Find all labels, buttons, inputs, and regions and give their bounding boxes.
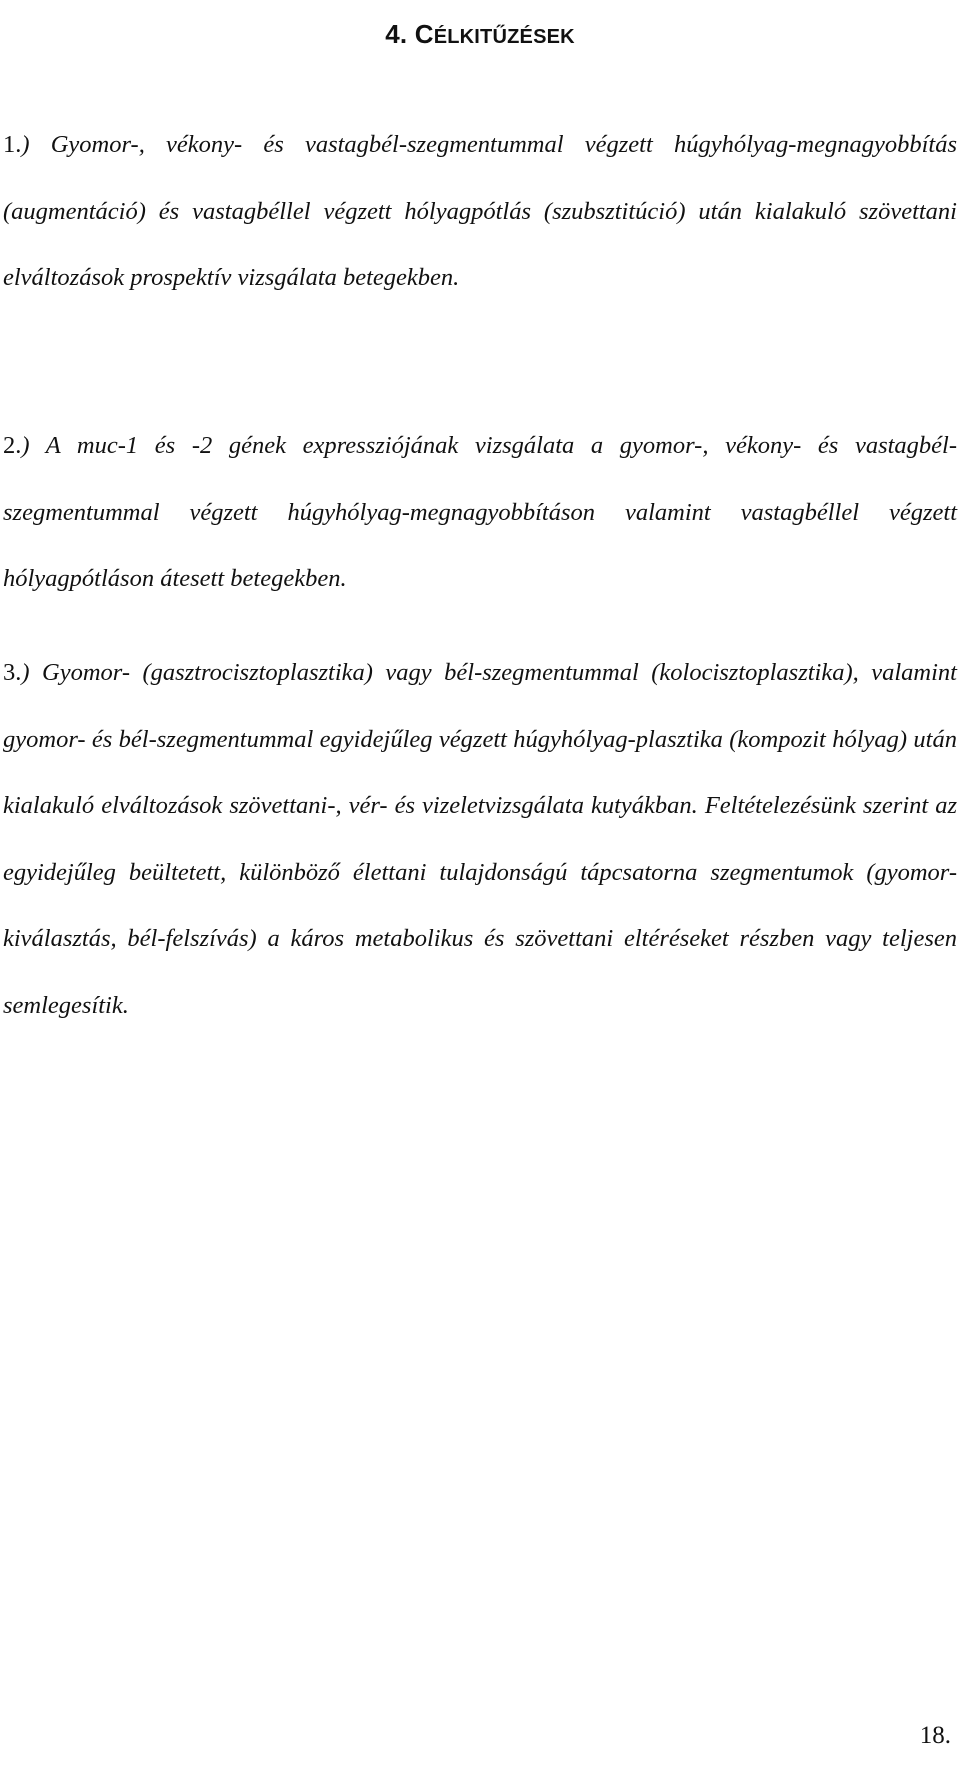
section-heading xyxy=(0,17,960,54)
objective-3-text: ) Gyomor- (gasztrocisztoplasztika) vagy bél-szegmentummal (kolocisztoplasztika), valamint gyomor- és bél-szegmentummal egyidejűleg végzett húgyhólyag-plasztika (kompozit hólyag) után kialakuló elváltozások szövettani-, vér- és vizeletvizsgálata kutyákban. Feltételezésünk szerint az egyidejűleg beültetett, különböző élettani tulajdonságú tápcsatorna szegmentumok (gyomor-kiválasztás, bél-felszívás) a káros metabolikus és szövettani eltéréseket részben vagy teljesen semlegesítik. xyxy=(3,659,957,1019)
objective-3 xyxy=(3,640,957,1039)
heading-rest: ÉLKITŰZÉSEK xyxy=(433,26,575,49)
section-number: 4. xyxy=(385,19,408,50)
objective-1-text: ) Gyomor-, vékony- és vastagbél-szegmentummal végzett húgyhólyag-megnagyobbítás (augmentáció) és vastagbéllel végzett hólyagpótlás (szubsztitúció) után kialakuló szövettani elváltozások prospektív vizsgálata betegekben. xyxy=(3,131,957,291)
objective-2-text: ) A muc-1 és -2 gének expressziójának vizsgálata a gyomor-, vékony- és vastagbél-szegmentummal végzett húgyhólyag-megnagyobbításon valamint vastagbéllel végzett hólyagpótláson átesett betegekben. xyxy=(3,432,957,592)
objective-2-number: 2. xyxy=(3,432,22,459)
objective-2 xyxy=(3,413,957,613)
objective-1-number: 1. xyxy=(3,131,22,158)
objective-3-number: 3. xyxy=(3,659,22,686)
heading-first-letter: C xyxy=(414,19,434,50)
page-number: 18. xyxy=(919,1722,951,1749)
objective-1 xyxy=(3,112,957,312)
